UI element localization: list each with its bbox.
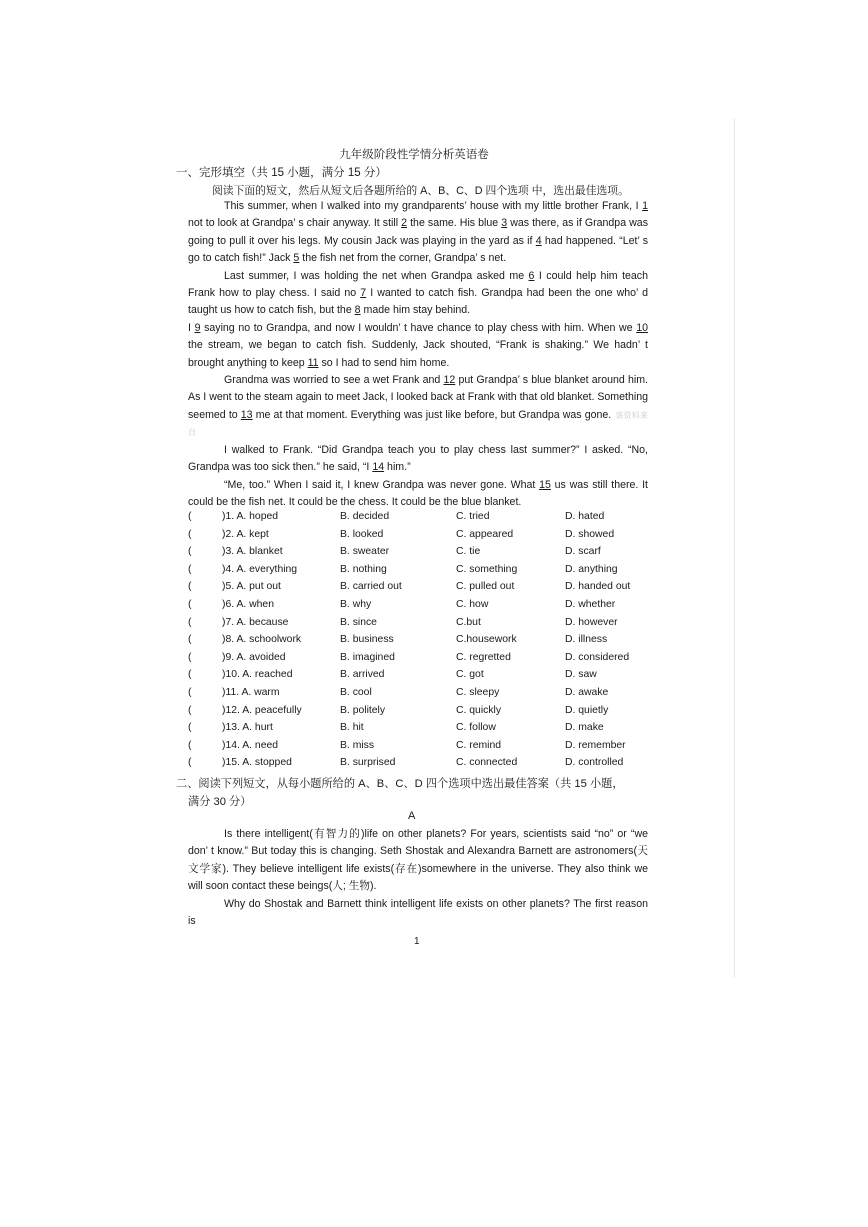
answer-paren: ( <box>188 757 192 769</box>
passage-paragraph-1: This summer, when I walked into my grandparents’ house with my little brother Frank, I 1 not to look at Grandpa’ s chair anyway. It still 2 the same. His blue 3 was there, as if Grandpa was going to pull it over his legs. My cousin Jack was playing in the yard as if 4 had happened. “Let’ s go to catch fish!” Jack 5 the fish net from the corner, Grandpa’ s net. <box>188 200 648 265</box>
option-c: C. how <box>456 598 489 610</box>
option-d: D. however <box>565 616 618 628</box>
exam-title: 九年级阶段性学情分析英语卷 <box>339 149 489 161</box>
option-b: B. cool <box>340 686 372 698</box>
option-a: )13. A. hurt <box>222 722 273 734</box>
option-b: B. arrived <box>340 669 385 681</box>
option-a: )10. A. reached <box>222 669 293 681</box>
answer-paren: ( <box>188 581 192 593</box>
option-c: C. quickly <box>456 704 502 716</box>
reading-passage-a <box>188 826 648 930</box>
option-b: B. since <box>340 616 377 628</box>
option-a: )8. A. schoolwork <box>222 634 302 646</box>
option-d: D. illness <box>565 634 608 646</box>
option-row <box>188 652 658 670</box>
option-b: B. hit <box>340 722 364 734</box>
answer-paren: ( <box>188 546 192 558</box>
passage-paragraph-6: “Me, too.” When I said it, I knew Grandpa was never gone. What 15 us was still there. It could be the fish net. It could be the chess. It could be the blue blanket. <box>188 478 648 508</box>
answer-paren: ( <box>188 704 192 716</box>
option-b: B. imagined <box>340 651 395 663</box>
option-row <box>188 757 658 775</box>
option-c: C. connected <box>456 757 518 769</box>
scan-edge-line <box>734 118 735 978</box>
option-a: )2. A. kept <box>222 528 269 540</box>
cloze-options-list <box>188 511 658 775</box>
option-row <box>188 705 658 723</box>
option-c: C. remind <box>456 739 502 751</box>
option-a: )6. A. when <box>222 598 274 610</box>
answer-paren: ( <box>188 528 192 540</box>
watermark-text: 该资料来自 <box>188 410 648 438</box>
option-row <box>188 599 658 617</box>
option-b: B. why <box>340 598 372 610</box>
option-a: )1. A. hoped <box>222 511 279 522</box>
passage-paragraph-3: I 9 saying no to Grandpa, and now I wouldn’ t have chance to play chess with him. When we 10 the stream, we began to catch fish. Suddenly, Jack shouted, “Frank is shaking.” We hadn’ t brought anything to keep 11 so I had to send him home. <box>188 321 648 369</box>
option-d: D. quietly <box>565 704 609 716</box>
passage-paragraph-2: Last summer, I was holding the net when Grandpa asked me 6 I could help him teach Frank how to play chess. I said no 7 I wanted to catch fish. Grandpa had been the one who’ d taught us how to catch fish, but the 8 made him stay behind. <box>188 269 648 317</box>
option-c: C. pulled out <box>456 581 515 593</box>
option-d: D. showed <box>565 528 615 540</box>
option-c: C. appeared <box>456 528 514 540</box>
section2-heading-line2: 满分 30 分） <box>188 796 252 808</box>
option-a: )11. A. warm <box>222 686 280 698</box>
option-d: D. hated <box>565 511 605 522</box>
passage-paragraph-4: Grandma was worried to see a wet Frank and 12 put Grandpa’ s blue blanket around him. As I went to the steam again to meet Jack, I looked back at Frank with that old blanket. Something seemed to 13 me at that moment. Everything was just like before, but Grandpa was gone. 该资料来自 <box>188 374 648 438</box>
option-c: C.housework <box>456 634 517 646</box>
option-row <box>188 546 658 564</box>
passage-label: A <box>408 810 416 822</box>
option-row <box>188 687 658 705</box>
answer-paren: ( <box>188 598 192 610</box>
answer-paren: ( <box>188 634 192 646</box>
option-c: C. got <box>456 669 484 681</box>
option-b: B. carried out <box>340 581 402 593</box>
option-row <box>188 617 658 635</box>
section1-instruction: 阅读下面的短文，然后从短文后各题所给的 A、B、C、D 四个选项 中，选出最佳选项。 <box>212 185 629 197</box>
option-row <box>188 669 658 687</box>
option-c: C. tie <box>456 546 481 558</box>
answer-paren: ( <box>188 616 192 628</box>
passage-paragraph-5: I walked to Frank. “Did Grandpa teach you to play chess last summer?” I asked. “No, Grandpa was too sick then.” he said, “I 14 him.” <box>188 443 648 474</box>
option-row <box>188 511 658 529</box>
option-c: C. something <box>456 563 518 575</box>
answer-paren: ( <box>188 739 192 751</box>
option-a: )15. A. stopped <box>222 757 292 769</box>
answer-paren: ( <box>188 651 192 663</box>
answer-paren: ( <box>188 669 192 681</box>
option-a: )7. A. because <box>222 616 289 628</box>
option-a: )12. A. peacefully <box>222 704 302 716</box>
option-a: )5. A. put out <box>222 581 281 593</box>
option-d: D. handed out <box>565 581 631 593</box>
section1-heading: 一、完形填空（共 15 小题，满分 15 分） <box>176 167 387 179</box>
option-c: C.but <box>456 616 481 628</box>
option-a: )3. A. blanket <box>222 546 283 558</box>
option-c: C. sleepy <box>456 686 500 698</box>
option-row <box>188 564 658 582</box>
option-a: )9. A. avoided <box>222 651 286 663</box>
option-b: B. looked <box>340 528 384 540</box>
option-b: B. decided <box>340 511 390 522</box>
option-d: D. remember <box>565 739 626 751</box>
option-d: D. saw <box>565 669 597 681</box>
option-row <box>188 722 658 740</box>
section2-heading-line1: 二、阅读下列短文，从每小题所给的 A、B、C、D 四个选项中选出最佳答案（共 15 小题， <box>176 778 624 790</box>
option-d: D. make <box>565 722 604 734</box>
reading-paragraph-1: Is there intelligent(有智力的)life on other planets? For years, scientists said “no” or “we don’ t know.” But today this is changing. Seth Shostak and Alexandra Barnett are astronomers(天文学家). They believe intelligent life exists(存在)somewhere in the universe. They also think we will soon contact these beings(人; 生物). <box>188 828 648 893</box>
option-d: D. whether <box>565 598 616 610</box>
option-b: B. sweater <box>340 546 390 558</box>
option-d: D. considered <box>565 651 630 663</box>
option-c: C. tried <box>456 511 490 522</box>
page-number: 1 <box>414 936 420 947</box>
option-row <box>188 529 658 547</box>
option-b: B. surprised <box>340 757 396 769</box>
option-d: D. anything <box>565 563 618 575</box>
option-d: D. controlled <box>565 757 624 769</box>
option-row <box>188 634 658 652</box>
option-b: B. business <box>340 634 394 646</box>
reading-paragraph-2: Why do Shostak and Barnett think intelligent life exists on other planets? The first reason is <box>188 897 648 928</box>
option-d: D. scarf <box>565 546 601 558</box>
option-c: C. regretted <box>456 651 511 663</box>
option-a: )14. A. need <box>222 739 279 751</box>
answer-paren: ( <box>188 686 192 698</box>
answer-paren: ( <box>188 511 192 522</box>
option-b: B. miss <box>340 739 375 751</box>
option-d: D. awake <box>565 686 609 698</box>
answer-paren: ( <box>188 563 192 575</box>
cloze-passage <box>188 198 648 511</box>
option-a: )4. A. everything <box>222 563 298 575</box>
option-row <box>188 740 658 758</box>
option-b: B. politely <box>340 704 386 716</box>
answer-paren: ( <box>188 722 192 734</box>
option-row <box>188 581 658 599</box>
option-c: C. follow <box>456 722 496 734</box>
option-b: B. nothing <box>340 563 387 575</box>
